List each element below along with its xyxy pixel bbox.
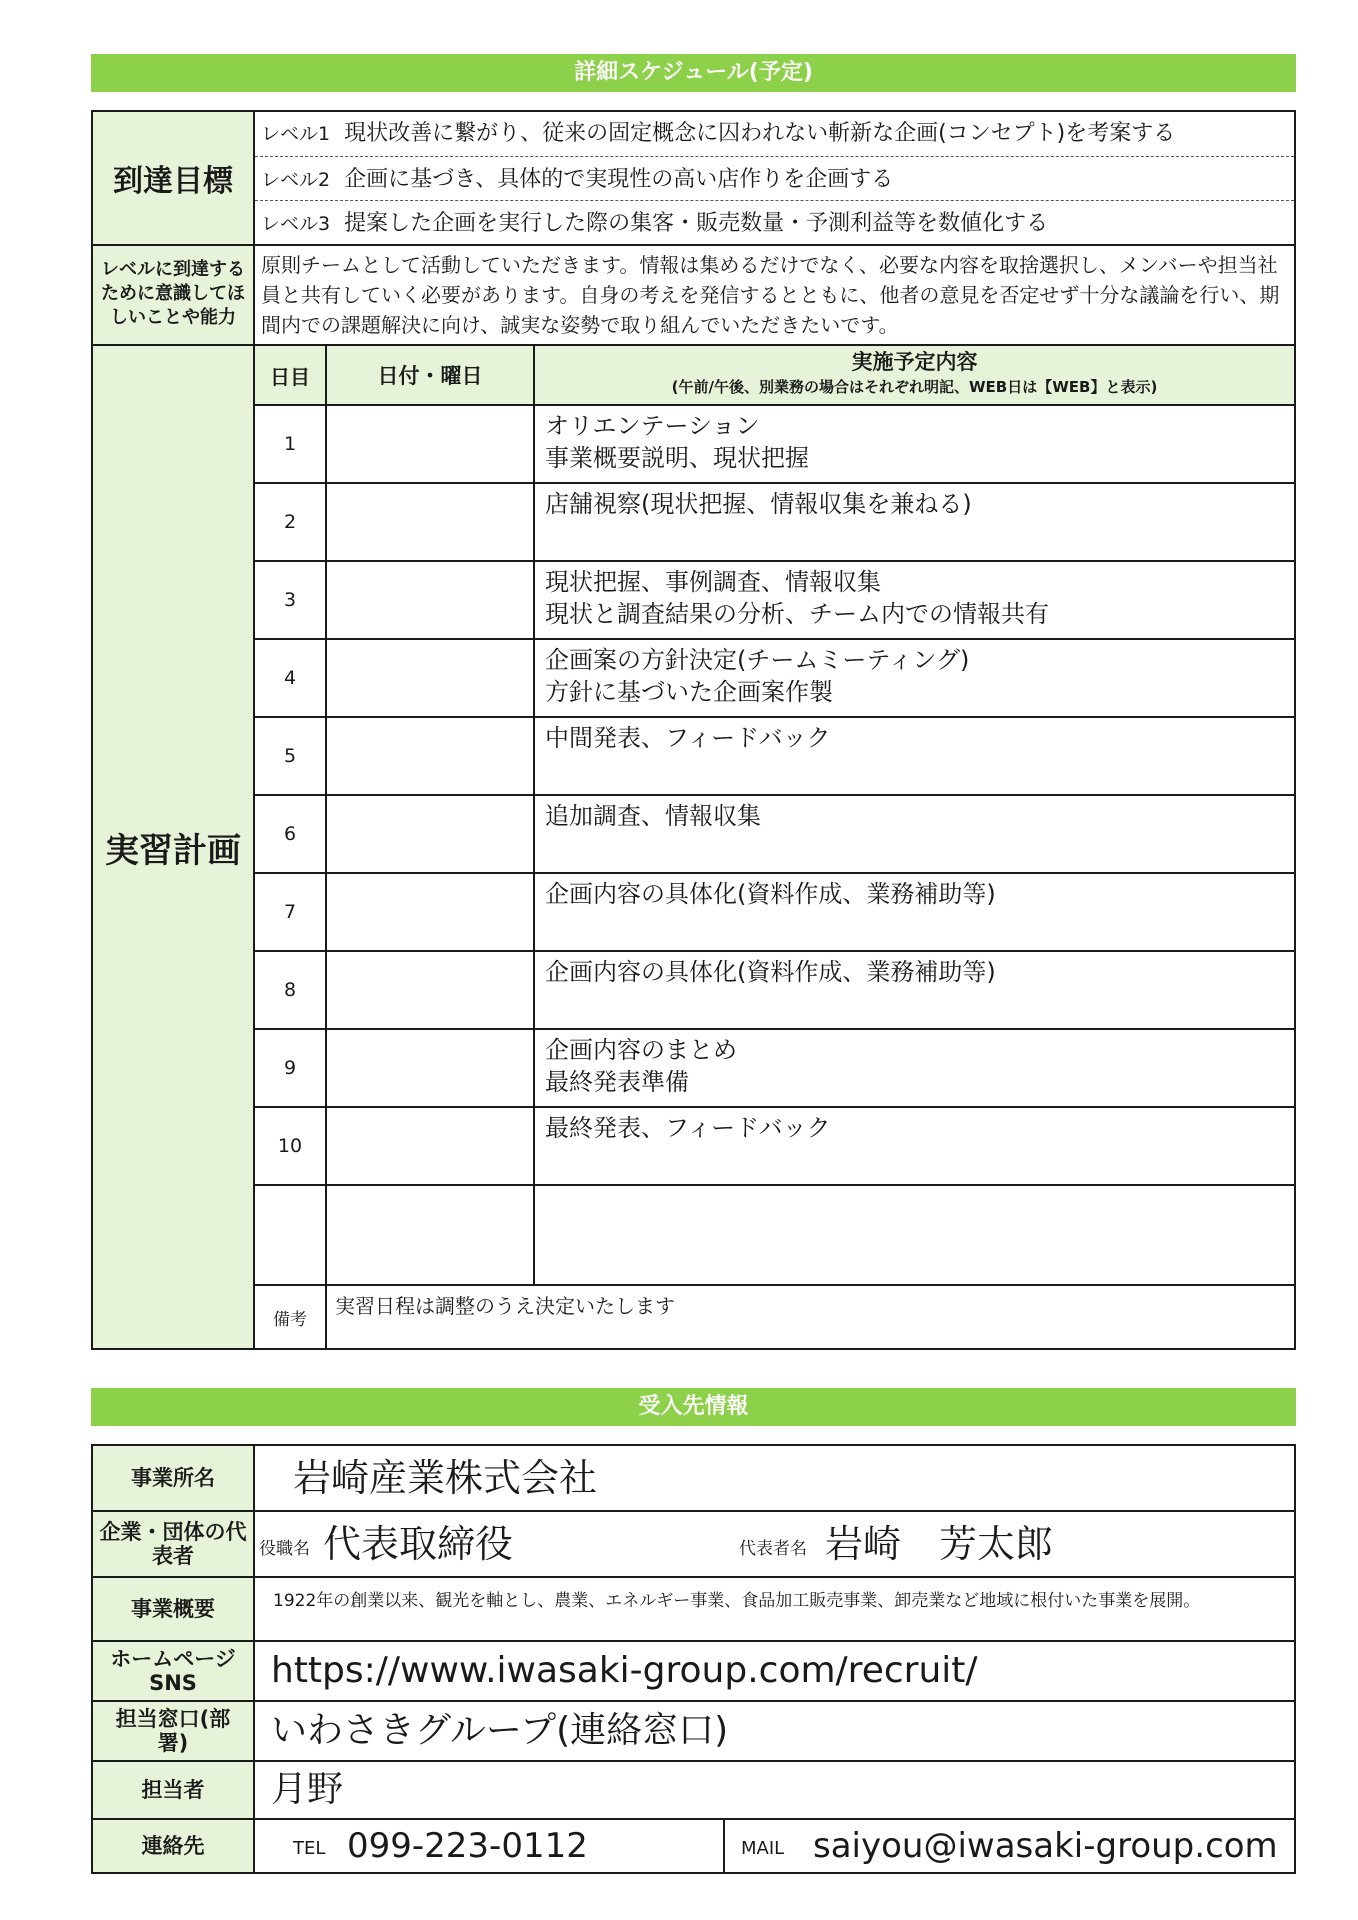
rep-label: 企業・団体の代表者 <box>99 1520 247 1568</box>
level-2-text: 企画に基づき、具体的で実現性の高い店作りを企画する <box>344 167 894 192</box>
day-number: 10 <box>277 1135 303 1157</box>
plan-content-line: 現状把握、事例調査、情報収集 <box>545 568 881 596</box>
date-cell[interactable] <box>335 1108 525 1184</box>
day-number: 8 <box>283 979 297 1001</box>
level-divider <box>255 200 1294 201</box>
goal-label: 到達目標 <box>113 164 233 199</box>
plan-content-line: 企画内容の具体化(資料作成、業務補助等) <box>545 958 996 986</box>
plan-content-line: 追加調査、情報収集 <box>545 802 761 830</box>
plan-content-line: 中間発表、フィードバック <box>545 724 831 752</box>
day-number: 5 <box>283 745 297 767</box>
row-divider <box>93 1510 1294 1512</box>
day-number: 1 <box>283 433 297 455</box>
date-cell[interactable] <box>335 562 525 638</box>
summary-label: 事業概要 <box>131 1597 215 1621</box>
schedule-table <box>91 110 1296 1350</box>
col-content-header: 実施予定内容 <box>851 350 978 374</box>
ability-text: 原則チームとして活動していただきます。情報は集めるだけでなく、必要な内容を取捨選択し、メンバーや担当社員と共有していく必要があります。自身の考えを発信するとともに、他者の意見を否定せず十分な議論を行い、期間内での課題解決に向け、誠実な姿勢で取り組んでいただきたいです。 <box>261 253 1280 337</box>
row-divider <box>93 1576 1294 1578</box>
tel-label: TEL <box>293 1838 326 1859</box>
office-label: 事業所名 <box>131 1466 215 1490</box>
person-label: 担当者 <box>141 1778 205 1802</box>
plan-content-line: 企画内容のまとめ <box>545 1036 737 1064</box>
level-2 <box>261 160 893 200</box>
rep-name-value: 岩崎 芳太郎 <box>825 1522 1054 1566</box>
day-number: 9 <box>283 1057 297 1079</box>
plan-content-line: 事業概要説明、現状把握 <box>545 444 809 472</box>
plan-label: 実習計画 <box>105 830 241 871</box>
col-divider <box>533 346 535 1284</box>
dept-value: いわさきグループ(連絡窓口) <box>271 1710 729 1751</box>
date-cell[interactable] <box>335 952 525 1028</box>
mail-value[interactable]: saiyou@iwasaki-group.com <box>813 1826 1278 1866</box>
date-cell[interactable] <box>335 406 525 482</box>
date-cell[interactable] <box>335 874 525 950</box>
dept-label: 担当窓口(部署) <box>115 1707 231 1755</box>
row-divider <box>93 244 1294 246</box>
host-section-title: 受入先情報 <box>91 1388 1296 1426</box>
remarks-label: 備考 <box>273 1309 307 1330</box>
day-number: 3 <box>283 589 297 611</box>
level-divider <box>255 156 1294 157</box>
plan-content-line: オリエンテーション <box>545 412 760 440</box>
col-content-note: (午前/午後、別業務の場合はそれぞれ明記、WEB日は【WEB】と表示) <box>671 378 1158 396</box>
day-number: 7 <box>283 901 297 923</box>
host-table <box>91 1444 1296 1874</box>
plan-grid <box>255 346 1294 1348</box>
mail-label: MAIL <box>741 1838 785 1859</box>
day-number: 6 <box>283 823 297 845</box>
level-1-text: 現状改善に繋がり、従来の固定概念に囚われない斬新な企画(コンセプト)を考案する <box>344 121 1176 146</box>
homepage-label: ホームページSNS <box>110 1647 236 1695</box>
plan-content-line: 現状と調査結果の分析、チーム内での情報共有 <box>545 600 1049 628</box>
plan-content-line: 最終発表準備 <box>545 1068 689 1096</box>
schedule-section-title: 詳細スケジュール(予定) <box>91 54 1296 92</box>
plan-content-line: 方針に基づいた企画案作製 <box>545 678 833 706</box>
person-value: 月野 <box>271 1769 344 1810</box>
date-cell[interactable] <box>335 484 525 560</box>
level-1-tag: レベル1 <box>261 123 331 145</box>
plan-content-line: 最終発表、フィードバック <box>545 1114 831 1142</box>
tel-value[interactable]: 099-223-0112 <box>347 1826 588 1866</box>
col-day-header: 日目 <box>270 364 310 389</box>
plan-content-line: 店舗視察(現状把握、情報収集を兼ねる) <box>545 490 972 518</box>
row-divider <box>255 1184 1294 1186</box>
level-3-tag: レベル3 <box>261 213 331 235</box>
level-3 <box>261 204 1048 244</box>
summary-text: 1922年の創業以来、観光を軸とし、農業、エネルギー事業、食品加工販売事業、卸売業など地域に根付いた事業を展開。 <box>273 1591 1201 1611</box>
level-2-tag: レベル2 <box>261 169 331 191</box>
date-cell[interactable] <box>335 1030 525 1106</box>
day-number: 2 <box>283 511 297 533</box>
plan-content-line: 企画案の方針決定(チームミーティング) <box>545 646 970 674</box>
day-number: 4 <box>283 667 297 689</box>
remarks-text: 実習日程は調整のうえ決定いたします <box>335 1294 675 1318</box>
office-name: 岩崎産業株式会社 <box>293 1456 598 1500</box>
level-1 <box>261 114 1175 154</box>
ability-label: レベルに到達するために意識してほしいことや能力 <box>101 259 245 328</box>
homepage-link[interactable]: https://www.iwasaki-group.com/recruit/ <box>271 1650 978 1691</box>
date-cell[interactable] <box>335 796 525 872</box>
level-3-text: 提案した企画を実行した際の集客・販売数量・予測利益等を数値化する <box>344 211 1049 236</box>
row-divider <box>255 1284 1294 1286</box>
date-cell[interactable] <box>335 718 525 794</box>
position-value: 代表取締役 <box>323 1522 514 1566</box>
date-cell[interactable] <box>335 640 525 716</box>
contact-label: 連絡先 <box>141 1834 205 1858</box>
col-divider <box>325 346 327 1348</box>
contact-divider <box>723 1820 725 1872</box>
rep-name-label: 代表者名 <box>739 1539 807 1559</box>
plan-content-line: 企画内容の具体化(資料作成、業務補助等) <box>545 880 996 908</box>
col-date-header: 日付・曜日 <box>377 364 483 388</box>
position-label: 役職名 <box>259 1539 310 1559</box>
